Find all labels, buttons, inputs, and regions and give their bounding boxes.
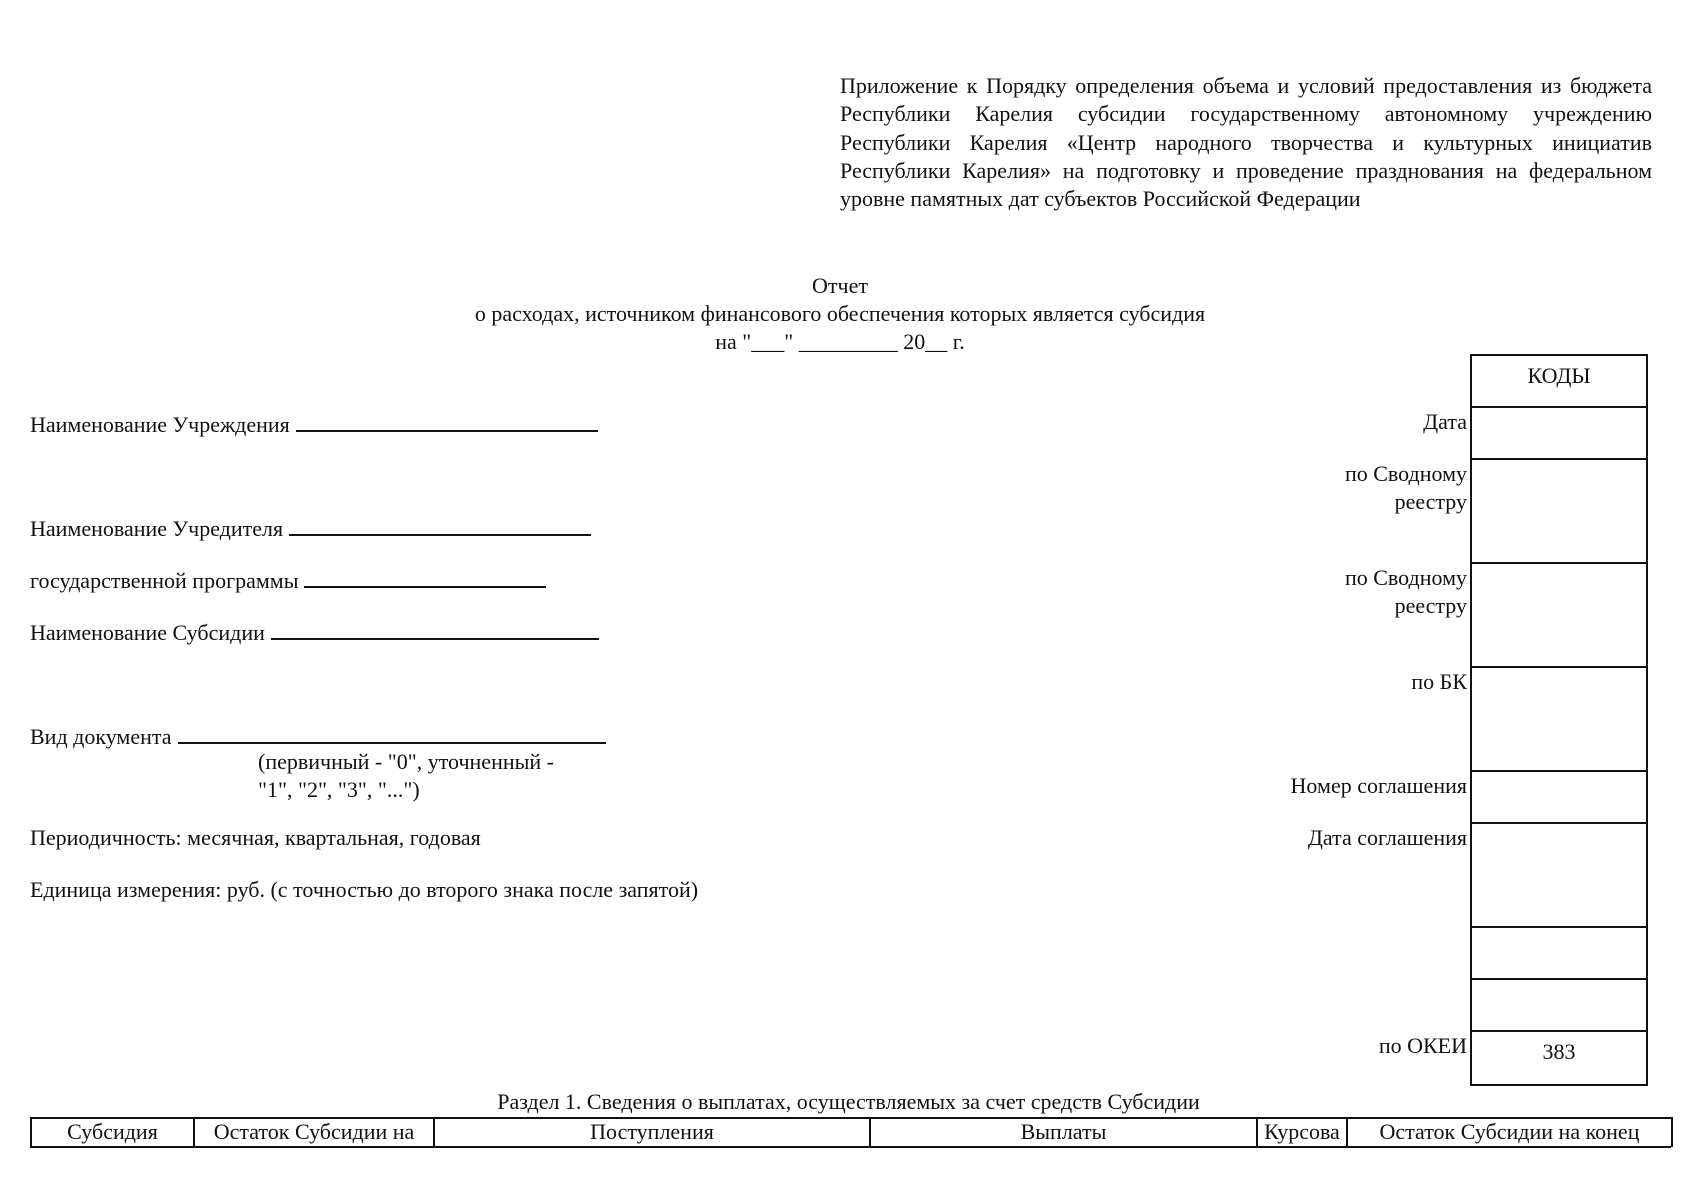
institution-input-line[interactable] [296, 408, 598, 432]
code-label-bk: по БК [1411, 669, 1467, 694]
report-subtitle: о расходах, источником финансового обеспечения которых является субсидия [474, 301, 1206, 326]
doc-type-input-line[interactable] [178, 720, 606, 744]
code-label-registry2-b: реестру [1394, 593, 1467, 618]
institution-label: Наименование Учреждения [30, 412, 290, 437]
code-cell-okei[interactable]: 383 [1542, 1039, 1576, 1064]
appendix-text: Приложение к Порядку определения объема и условий предоставления из бюджета Республики Карелия субсидии государственному автономному учреждению Республики Карелия «Центр народного творчества и культурных инициатив Республики Карелия» на подготовку и проведение празднования на федеральном уровне памятных дат субъектов Российской Федерации [840, 73, 1652, 212]
col-header-payments: Выплаты [870, 1118, 1257, 1147]
code-cell-bk[interactable] [1472, 668, 1646, 772]
table-bottom-border [30, 1146, 1671, 1148]
col-header-exchange: Курсова [1257, 1118, 1347, 1147]
program-label: государственной программы [30, 568, 299, 593]
founder-field [30, 512, 591, 543]
report-date-line: на "___" _________ 20__ г. [715, 329, 965, 354]
codes-header: КОДЫ [1472, 356, 1646, 408]
section1-table [30, 1117, 1673, 1147]
code-label-agreement-date: Дата соглашения [1307, 825, 1467, 850]
col-header-receipts: Поступления [434, 1118, 870, 1147]
code-cell-registry1[interactable] [1472, 460, 1646, 564]
col-header-balance-start: Остаток Субсидии на [194, 1118, 434, 1147]
code-label-registry1-b: реестру [1394, 489, 1467, 514]
institution-field [30, 408, 598, 439]
code-label-registry1-a: по Сводному [1344, 461, 1467, 486]
doc-type-field [30, 720, 606, 751]
subsidy-field [30, 616, 599, 647]
subsidy-label: Наименование Субсидии [30, 620, 265, 645]
codes-table [1470, 354, 1648, 1086]
code-label-date: Дата [1423, 409, 1467, 434]
periodicity-text: Периодичность: месячная, квартальная, годовая [30, 825, 481, 850]
code-label-registry2-a: по Сводному [1344, 565, 1467, 590]
col-header-subsidy: Субсидия [31, 1118, 194, 1147]
section1-title: Раздел 1. Сведения о выплатах, осуществляемых за счет средств Субсидии [497, 1089, 1200, 1114]
code-cell-date[interactable] [1472, 408, 1646, 460]
col-header-balance-end: Остаток Субсидии на конец [1347, 1118, 1672, 1147]
code-cell-extra-1[interactable] [1472, 928, 1646, 980]
founder-label: Наименование Учредителя [30, 516, 284, 541]
program-input-line[interactable] [304, 564, 546, 588]
table-header-row [31, 1118, 1672, 1147]
code-cell-agreement-no[interactable] [1472, 772, 1646, 824]
code-cell-extra-2[interactable] [1472, 980, 1646, 1032]
code-label-okei: по ОКЕИ [1378, 1033, 1467, 1058]
code-cell-agreement-date[interactable] [1472, 824, 1646, 928]
unit-text: Единица измерения: руб. (с точностью до второго знака после запятой) [30, 877, 699, 902]
doc-type-note-1: (первичный - "0", уточненный - [258, 749, 554, 774]
code-cell-registry2[interactable] [1472, 564, 1646, 668]
subsidy-input-line[interactable] [271, 616, 599, 640]
doc-type-label: Вид документа [30, 724, 172, 749]
founder-input-line[interactable] [289, 512, 591, 536]
report-title: Отчет [812, 273, 868, 298]
doc-type-note-2: "1", "2", "3", "...") [258, 777, 420, 802]
program-field [30, 564, 546, 595]
code-label-agreement-no: Номер соглашения [1290, 773, 1467, 798]
